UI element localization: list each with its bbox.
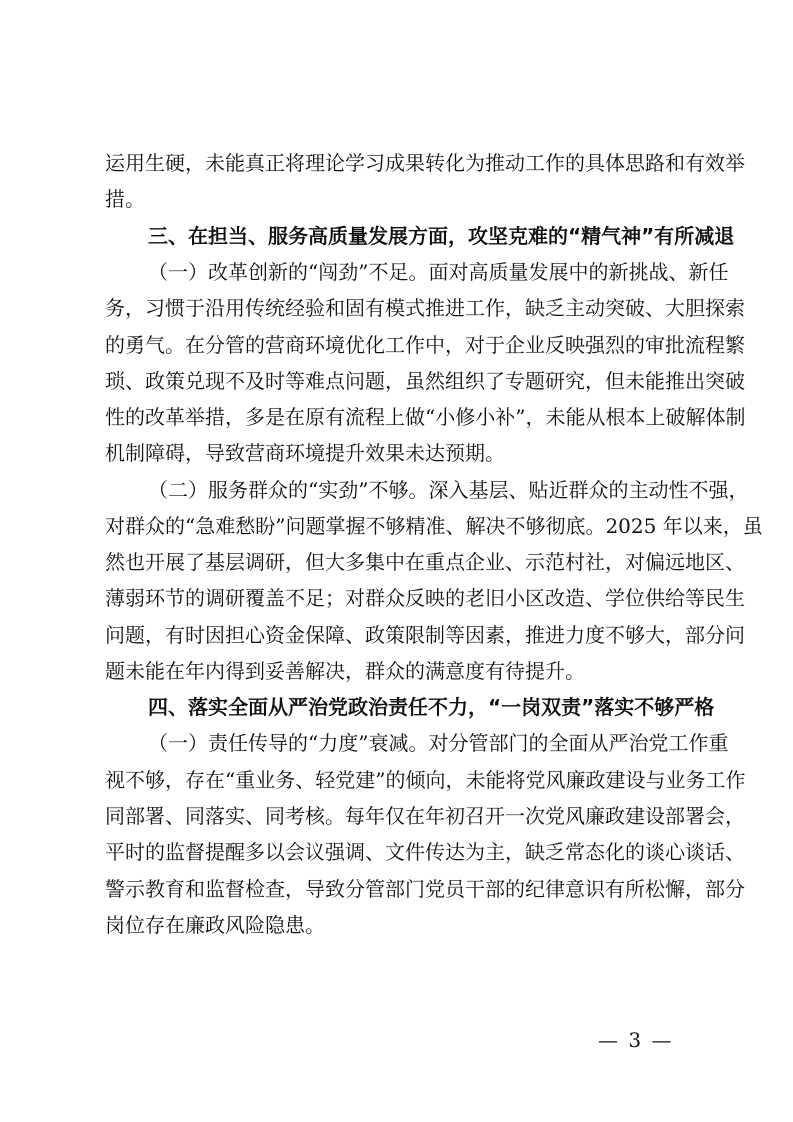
subsection-line [148,728,729,758]
body-line [105,874,745,904]
line-text: 机制障碍，导致营商环境提升效果未达预期。 [105,441,505,465]
line-text: 平时的监督提醒多以会议强调、文件传达为主，缺乏常态化的谈心谈话、 [105,840,745,864]
body-line [105,511,763,541]
line-text: 薄弱环节的调研覆盖不足；对群众反映的老旧小区改造、学位供给等民生 [105,586,745,610]
line-text: 对分管部门的全面从严治党工作重 [428,731,729,755]
line-text: 面对高质量发展中的新挑战、新任 [428,260,729,284]
body-line [105,293,745,323]
subsection-title: （一）改革创新的“闯劲”不足。 [148,260,429,284]
body-line [105,910,703,940]
subsection-title: （二）服务群众的“实劲”不够。 [148,478,429,502]
body-line [105,583,745,613]
body-line [105,402,746,432]
line-text: 琐、政策兑现不及时等难点问题，虽然组织了专题研究，但未能推出突破 [105,369,745,393]
line-text: 然也开展了基层调研，但大多集中在重点企业、示范村社，对偏远地区、 [105,550,745,574]
section-heading [148,221,735,251]
line-text: 措。 [105,187,145,211]
line-text: 三、在担当、服务高质量发展方面，攻坚克难的“精气神”有所减退 [148,224,735,248]
line-text: 问题，有时因担心资金保障、政策限制等因素，推进力度不够大，部分问 [105,623,745,647]
subsection-line [148,257,729,287]
section-heading [148,692,715,722]
line-text: 运用生硬，未能真正将理论学习成果转化为推动工作的具体思路和有效举 [105,151,745,175]
line-text: 务，习惯于沿用传统经验和固有模式推进工作，缺乏主动突破、大胆探索 [105,296,745,320]
body-line [105,837,745,867]
body-line [105,547,745,577]
line-text: 视不够，存在“重业务、轻党建”的倾向，未能将党风廉政建设与业务工作 [105,768,746,792]
body-line [105,438,703,468]
body-line [105,366,745,396]
line-text: 警示教育和监督检查，导致分管部门党员干部的纪律意识有所松懈，部分 [105,877,745,901]
line-text: 同部署、同落实、同考核。每年仅在年初召开一次党风廉政建设部署会， [105,804,745,828]
body-line [105,801,745,831]
body-line [105,656,703,686]
line-text: 题未能在年内得到妥善解决，群众的满意度有待提升。 [105,659,585,683]
subsection-title: （一）责任传导的“力度”衰减。 [148,731,429,755]
body-line [105,184,703,214]
line-text: 对群众的“急难愁盼”问题掌握不够精准、解决不够彻底。2025 年以来，虽 [105,514,763,538]
line-text: 性的改革举措，多是在原有流程上做“小修小补”，未能从根本上破解体制 [105,405,746,429]
line-text: 岗位存在廉政风险隐患。 [105,913,325,937]
body-line [105,765,746,795]
line-text: 四、落实全面从严治党政治责任不力，“一岗双责”落实不够严格 [148,695,715,719]
page-number: — 3 — [598,1028,674,1052]
line-text: 深入基层、贴近群众的主动性不强， [428,478,749,502]
body-line [105,620,745,650]
body-line [105,330,745,360]
body-line [105,148,745,178]
line-text: 的勇气。在分管的营商环境优化工作中，对于企业反映强烈的审批流程繁 [105,333,745,357]
subsection-line [148,475,749,505]
